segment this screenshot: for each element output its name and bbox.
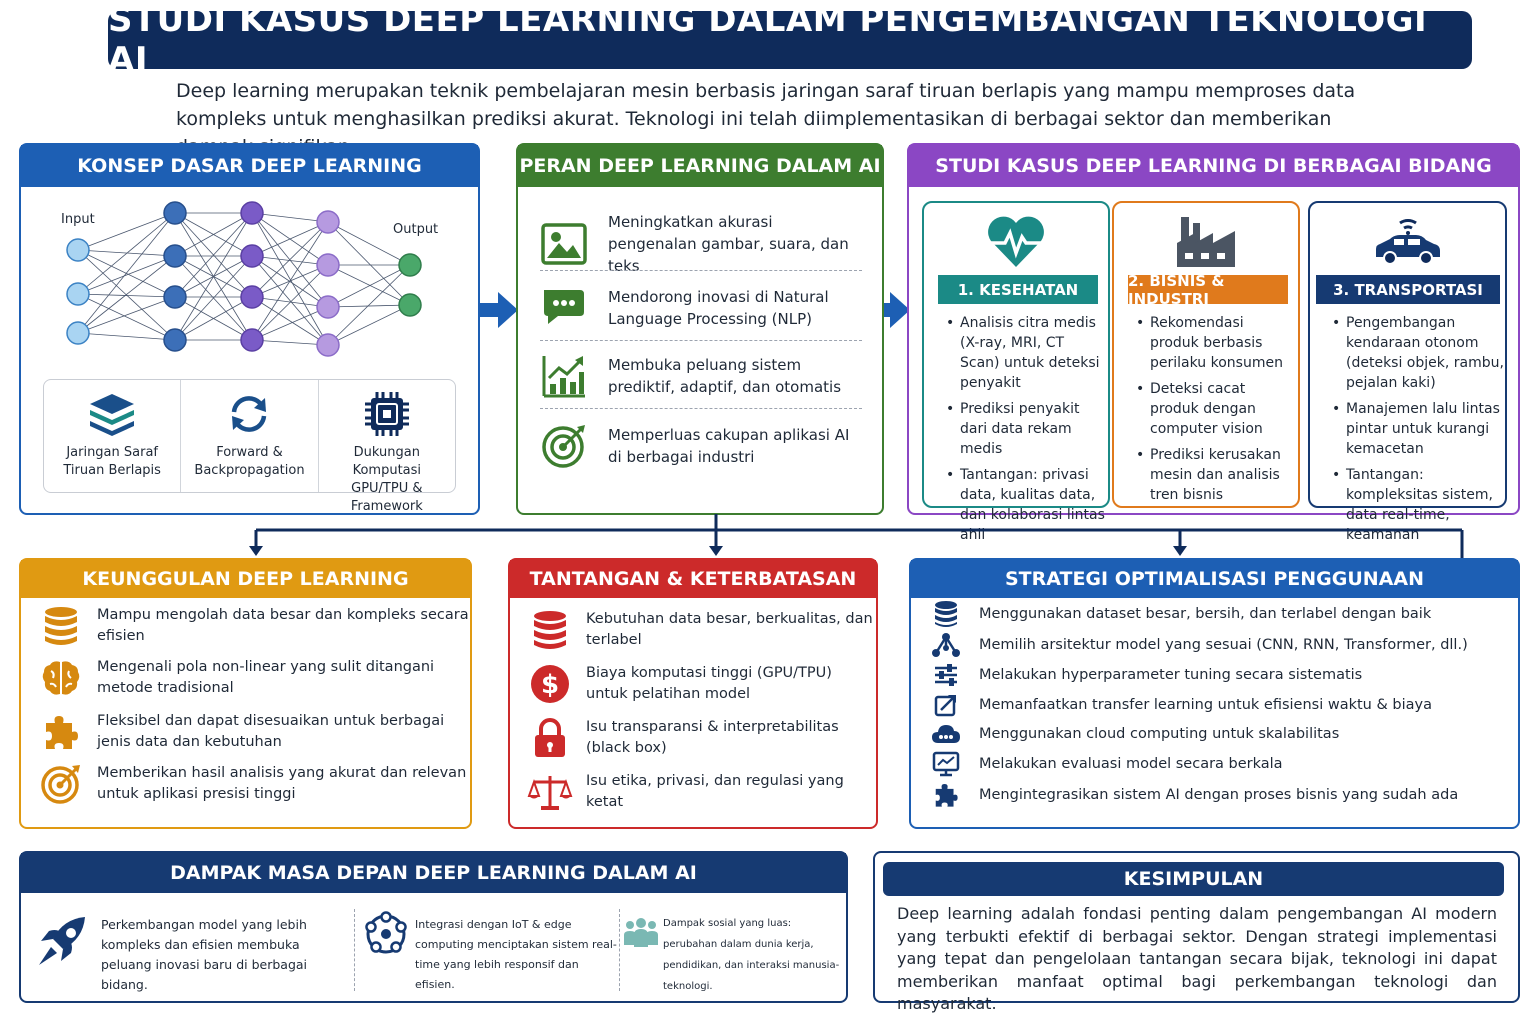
growth-chart-icon [541, 354, 587, 398]
keunggulan-panel [19, 558, 472, 829]
keunggulan-item [39, 604, 470, 648]
list-item: • Analisis citra medis (X-ray, MRI, CT Scan) untuk deteksi penyakit [946, 313, 1106, 393]
dampak-item-text: Integrasi dengan IoT & edge computing menciptakan sistem real-time yang lebih responsif dan efisien. [415, 918, 617, 991]
network-node [164, 202, 186, 224]
peran-item [540, 284, 862, 332]
kesimpulan-text: Deep learning adalah fondasi penting dalam pengembangan AI modern yang terbukti efektif di berbagai sektor. Dengan strategi implementasi yang tepat dan pengelolaan tantangan secara bijak, teknologi ini dapat memberikan manfaat optimal bagi perkembangan teknologi dan masyarakat. [897, 904, 1497, 1013]
konsep-item-line1: Jaringan Saraf [66, 445, 159, 460]
connector-lines [240, 514, 1470, 560]
studi-card-kesehatan [922, 201, 1110, 543]
studi-card-bisnis [1112, 201, 1300, 508]
network-node [164, 286, 186, 308]
network-node [241, 286, 263, 308]
factory-icon [1173, 213, 1239, 269]
network-node [241, 329, 263, 351]
image-icon [541, 223, 587, 265]
rocket-icon [33, 913, 91, 971]
strategi-title: STRATEGI OPTIMALISASI PENGGUNAAN [911, 560, 1518, 598]
konsep-item-line1: Forward & [216, 445, 283, 460]
cloud-icon [931, 723, 961, 745]
heart-pulse-icon [985, 213, 1047, 269]
lock-icon [532, 717, 568, 759]
network-node [317, 334, 339, 356]
keunggulan-item-text: Memberikan hasil analisis yang akurat dan relevan untuk aplikasi presisi tinggi [97, 765, 467, 802]
monitor-chart-icon [932, 751, 960, 777]
peran-item-text: Membuka peluang sistem prediktif, adaptif, dan otomatis [608, 356, 842, 396]
keunggulan-item [39, 762, 470, 806]
keunggulan-item [39, 710, 470, 754]
iot-network-icon [363, 911, 409, 957]
strategi-item-text: Melakukan hyperparameter tuning secara sistematis [979, 667, 1363, 683]
list-item: • Tantangan: privasi data, kualitas data, dan kolaborasi lintas ahli [946, 465, 1106, 545]
network-node [241, 245, 263, 267]
divider [540, 270, 862, 271]
dampak-title: DAMPAK MASA DEPAN DEEP LEARNING DALAM AI [21, 853, 846, 893]
studi-title: STUDI KASUS DEEP LEARNING DI BERBAGAI BIDANG [909, 145, 1518, 187]
network-node [241, 202, 263, 224]
konsep-item-line2: Tiruan Berlapis [63, 463, 161, 478]
output-label: Output [393, 222, 439, 237]
intro-text: Deep learning merupakan teknik pembelajaran mesin berbasis jaringan saraf tiruan berlapis yang mampu memproses data kompleks untuk menghasilkan prediksi akurat. Teknologi ini telah diimplementasikan di berbagai sektor dan memberikan [176, 80, 1356, 130]
peran-item-text: Meningkatkan akurasi pengenalan gambar, suara, dan teks [608, 213, 849, 275]
divider [540, 408, 862, 409]
strategi-panel [909, 558, 1520, 829]
kesimpulan-title: KESIMPULAN [883, 862, 1504, 896]
studi-card-list [1136, 313, 1296, 511]
konsep-item [180, 380, 317, 492]
konsep-panel [19, 143, 480, 515]
svg-text:$: $ [540, 670, 560, 700]
connected-car-icon [1370, 213, 1446, 269]
keunggulan-item [39, 656, 470, 700]
strategi-item [931, 660, 1362, 690]
peran-title: PERAN DEEP LEARNING DALAM AI [518, 145, 882, 187]
tantangan-item [528, 662, 876, 706]
target-icon [541, 423, 587, 469]
konsep-item-line2: GPU/TPU & Framework [350, 481, 423, 514]
studi-panel [907, 143, 1520, 543]
strategi-item [931, 690, 1432, 720]
peran-item-text: Mendorong inovasi di Natural Language Processing (NLP) [608, 288, 829, 328]
network-node [164, 329, 186, 351]
tantangan-item-text: Isu transparansi & interpretabilitas (black box) [586, 719, 839, 756]
list-item: • Pengembangan kendaraan otonom (deteksi objek, rambu, pejalan kaki) [1332, 313, 1504, 393]
network-node [67, 322, 89, 344]
refresh-icon [225, 390, 273, 438]
database-icon [43, 605, 79, 647]
puzzle-icon [933, 782, 959, 808]
title-banner [108, 0, 1472, 80]
tantangan-item-text: Kebutuhan data besar, berkualitas, dan terlabel [586, 611, 873, 648]
strategi-item-text: Menggunakan dataset besar, bersih, dan terlabel dengan baik [979, 606, 1432, 622]
tantangan-item-text: Isu etika, privasi, dan regulasi yang ketat [586, 773, 844, 810]
strategi-item [931, 749, 1283, 779]
peran-item [540, 422, 862, 470]
page-title: STUDI KASUS DEEP LEARNING DALAM PENGEMBANGAN TEKNOLOGI AI [108, 0, 1428, 80]
dampak-item [623, 913, 845, 997]
strategi-item-text: Melakukan evaluasi model secara berkala [979, 756, 1283, 772]
dampak-item [363, 913, 617, 995]
konsep-item [318, 380, 455, 514]
tantangan-item [528, 716, 876, 760]
konsep-title: KONSEP DASAR DEEP LEARNING [21, 145, 478, 187]
network-icon [932, 632, 960, 658]
strategi-item [931, 780, 1458, 810]
scale-icon [529, 772, 571, 812]
list-item: • Rekomendasi produk berbasis perilaku konsumen [1136, 313, 1296, 373]
peran-item [540, 211, 862, 277]
tantangan-item-text: Biaya komputasi tinggi (GPU/TPU) untuk pelatihan model [586, 665, 832, 702]
chat-icon [540, 286, 588, 330]
dampak-item-text: Dampak sosial yang luas: perubahan dalam dunia kerja, pendidikan, dan interaksi manusia-teknologi. [663, 918, 840, 992]
keunggulan-item-text: Mampu mengolah data besar dan kompleks secara efisien [97, 607, 469, 644]
list-item: • Prediksi kerusakan mesin dan analisis tren bisnis [1136, 445, 1296, 505]
divider [619, 909, 620, 991]
kesimpulan-panel [873, 851, 1520, 1013]
network-node [67, 283, 89, 305]
strategi-item [931, 599, 1431, 629]
network-node [164, 245, 186, 267]
network-node [399, 294, 421, 316]
list-item: • Manajemen lalu lintas pintar untuk kurangi kemacetan [1332, 399, 1504, 459]
peran-item [540, 352, 862, 400]
konsep-item [44, 380, 180, 492]
strategi-item-text: Menggunakan cloud computing untuk skalabilitas [979, 726, 1340, 742]
dampak-item-text: Perkembangan model yang lebih kompleks dan efisien membuka peluang inovasi baru di berbagai bidang. [101, 917, 308, 992]
strategi-item-text: Memanfaatkan transfer learning untuk efisiensi waktu & biaya [979, 697, 1432, 713]
tantangan-panel [508, 558, 878, 829]
network-node [317, 211, 339, 233]
sliders-icon [933, 663, 959, 687]
list-item: • Deteksi cacat produk dengan computer vision [1136, 379, 1296, 439]
chip-icon [363, 390, 411, 438]
konsep-features [43, 379, 456, 514]
tantangan-item [528, 608, 876, 652]
list-item: • Prediksi penyakit dari data rekam medis [946, 399, 1106, 459]
strategi-item-text: Memilih arsitektur model yang sesuai (CNN, RNN, Transformer, dll.) [979, 637, 1468, 653]
network-node [67, 239, 89, 261]
studi-card-title: 2. BISNIS & INDUSTRI [1128, 275, 1288, 304]
people-icon [623, 917, 659, 951]
tantangan-item [528, 770, 876, 814]
dampak-panel [19, 851, 848, 1003]
studi-card-title: 3. TRANSPORTASI [1316, 275, 1500, 304]
peran-item-text: Memperluas cakupan aplikasi AI di berbagai industri [608, 426, 850, 466]
database-icon [934, 600, 958, 628]
konsep-item-line1: Dukungan Komputasi [352, 445, 422, 478]
neural-network-diagram [21, 187, 478, 379]
database-icon [532, 609, 568, 651]
network-node [399, 254, 421, 276]
konsep-item-line2: Backpropagation [194, 463, 305, 478]
studi-card-title: 1. KESEHATAN [938, 275, 1098, 304]
list-item: • Tantangan: kompleksitas sistem, data real-time, keamanan [1332, 465, 1504, 545]
network-node [317, 254, 339, 276]
target-icon [40, 763, 82, 805]
dollar-icon [529, 663, 571, 705]
input-label: Input [61, 212, 95, 227]
brain-icon [41, 659, 81, 697]
transfer-icon [934, 693, 958, 717]
dampak-item [33, 913, 343, 995]
peran-panel [516, 143, 884, 515]
strategi-item-text: Mengintegrasikan sistem AI dengan proses bisnis yang sudah ada [979, 787, 1459, 803]
divider [540, 340, 862, 341]
studi-card-transportasi [1308, 201, 1507, 543]
divider [354, 909, 355, 991]
network-node [317, 296, 339, 318]
keunggulan-item-text: Mengenali pola non-linear yang sulit ditangani metode tradisional [97, 659, 435, 696]
layers-icon [86, 390, 138, 438]
tantangan-title: TANTANGAN & KETERBATASAN [510, 560, 876, 598]
keunggulan-item-text: Fleksibel dan dapat disesuaikan untuk berbagai jenis data dan kebutuhan [97, 713, 445, 750]
arrow-right-icon [478, 290, 520, 330]
keunggulan-title: KEUNGGULAN DEEP LEARNING [21, 560, 470, 598]
strategi-item [931, 719, 1339, 749]
strategi-item [931, 630, 1468, 660]
puzzle-icon [42, 713, 80, 751]
